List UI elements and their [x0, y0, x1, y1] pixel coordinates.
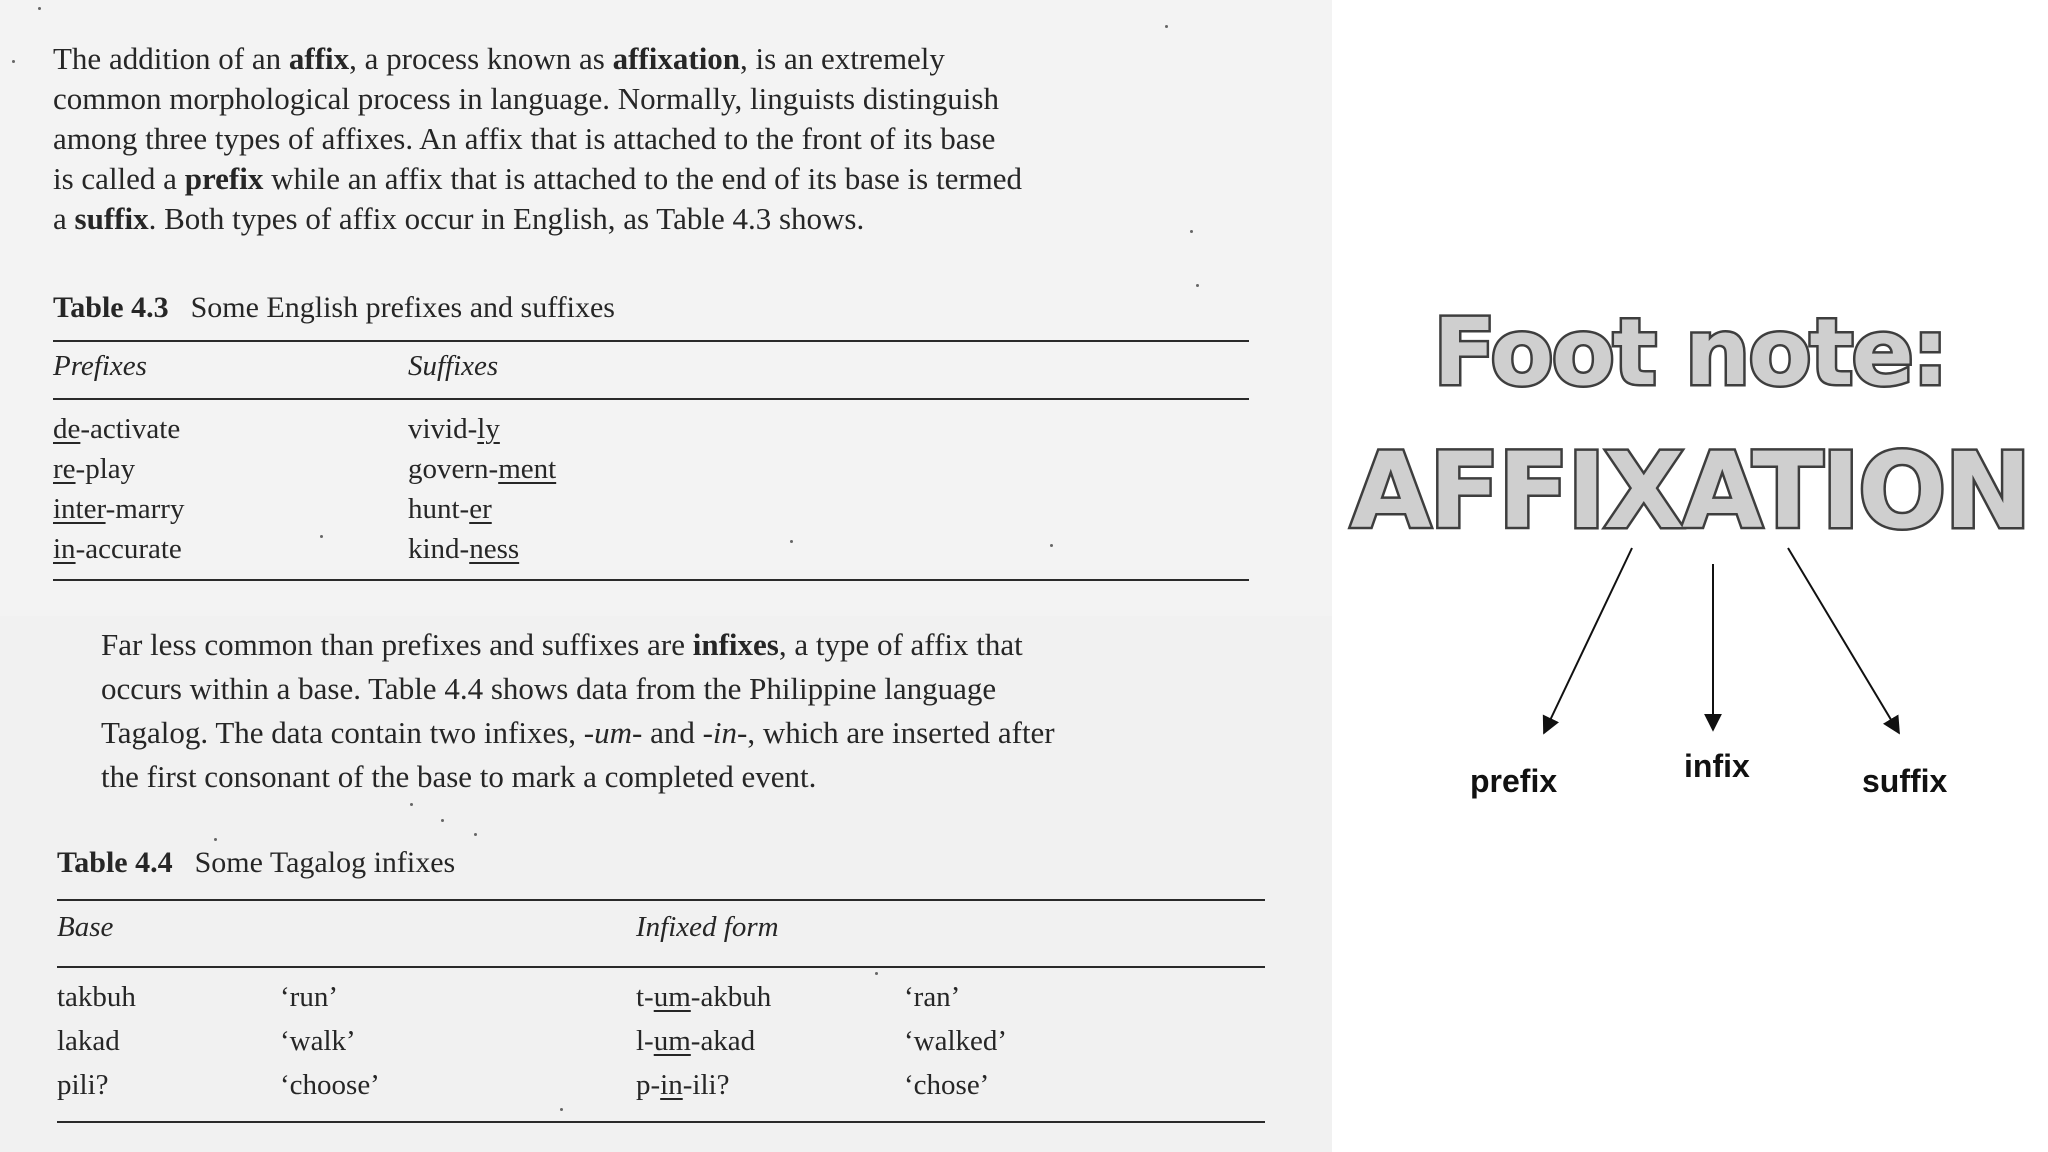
paragraph-line: Far less common than prefixes and suffixes are infixes, a type of affix that [101, 627, 1023, 662]
paragraph-line: occurs within a base. Table 4.4 shows data from the Philippine language [101, 671, 997, 706]
table-cell-suffix: vivid-ly [408, 413, 500, 445]
underlined-affix: ness [469, 533, 520, 565]
table-cell-prefix: inter-marry [53, 493, 185, 525]
underlined-affix: in [53, 533, 76, 565]
paragraph-line: The addition of an affix, a process known as affixation, is an extremely [53, 41, 945, 76]
table-cell-prefix: in-accurate [53, 533, 182, 565]
table-cell-infixed-gloss: ‘chose’ [904, 1069, 990, 1101]
table-cell-infixed-gloss: ‘walked’ [904, 1025, 1008, 1057]
bold-term: affix [288, 41, 350, 76]
column-header-base: Base [57, 911, 114, 943]
column-header-infixed-form: Infixed form [636, 911, 779, 943]
table-title: Some Tagalog infixes [194, 846, 456, 879]
paragraph-line: common morphological process in language. Normally, linguists distinguish [53, 81, 999, 116]
branch-label-suffix: suffix [1862, 763, 1948, 799]
paragraph-line: a suffix. Both types of affix occur in English, as Table 4.3 shows. [53, 201, 865, 236]
table-title: Some English prefixes and suffixes [190, 291, 615, 324]
table-cell-base-gloss: ‘walk’ [280, 1025, 356, 1057]
branch-arrows [1332, 0, 2048, 1152]
underlined-affix: um [653, 981, 691, 1013]
table-cell-infixed: l-um-akad [636, 1025, 756, 1057]
table-number: Table 4.4 [57, 846, 173, 879]
branch-label-infix: infix [1684, 748, 1750, 784]
bold-term: affixation [612, 41, 741, 76]
table-cell-infixed: t-um-akbuh [636, 981, 772, 1013]
table-rule-header [57, 966, 1265, 968]
column-header-suffixes: Suffixes [408, 350, 499, 382]
footnote-heading: Foot note: [1433, 299, 1947, 406]
paragraph-line: the first consonant of the base to mark a completed event. [101, 759, 817, 794]
table-cell-prefix: de-activate [53, 413, 181, 445]
table-cell-suffix: govern-ment [408, 453, 557, 485]
table-number: Table 4.3 [53, 291, 169, 324]
paragraph-line: is called a prefix while an affix that is attached to the end of its base is termed [53, 161, 1023, 196]
underlined-affix: ly [477, 413, 500, 445]
footnote-panel [1332, 0, 2048, 1152]
underlined-affix: ment [498, 453, 557, 485]
underlined-affix: er [469, 493, 492, 525]
paragraph-line: among three types of affixes. An affix that is attached to the front of its base [53, 121, 996, 156]
table-cell-base-gloss: ‘run’ [280, 981, 338, 1013]
underlined-affix: in [660, 1069, 683, 1101]
underlined-affix: re [53, 453, 76, 485]
italic-term: -um- [583, 715, 643, 750]
table-rule-top [57, 899, 1265, 901]
paragraph-line: Tagalog. The data contain two infixes, -um- and -in-, which are inserted after [101, 715, 1055, 750]
italic-term: -in- [702, 715, 748, 750]
bold-term: infixes [692, 627, 779, 662]
table-rule-bottom [57, 1121, 1265, 1123]
table-cell-prefix: re-play [53, 453, 136, 485]
arrow-to-prefix [1544, 548, 1632, 733]
table-cell-infixed: p-in-ili? [636, 1069, 730, 1101]
branch-label-prefix: prefix [1470, 763, 1558, 799]
table-cell-suffix: hunt-er [408, 493, 492, 525]
table-cell-base: pili? [57, 1069, 109, 1101]
underlined-affix: um [653, 1025, 691, 1057]
affixation-term: AFFIXATION [1350, 430, 2030, 552]
table-cell-base: takbuh [57, 981, 136, 1013]
table-cell-suffix: kind-ness [408, 533, 520, 565]
underlined-affix: de [53, 413, 81, 445]
table-4-4-caption [57, 846, 455, 880]
bold-term: prefix [184, 161, 264, 196]
underlined-affix: inter [53, 493, 106, 525]
column-header-prefixes: Prefixes [53, 350, 147, 382]
table-cell-infixed-gloss: ‘ran’ [904, 981, 961, 1013]
arrow-to-suffix [1788, 548, 1899, 733]
bold-term: suffix [74, 201, 149, 236]
table-cell-base-gloss: ‘choose’ [280, 1069, 380, 1101]
table-cell-base: lakad [57, 1025, 120, 1057]
